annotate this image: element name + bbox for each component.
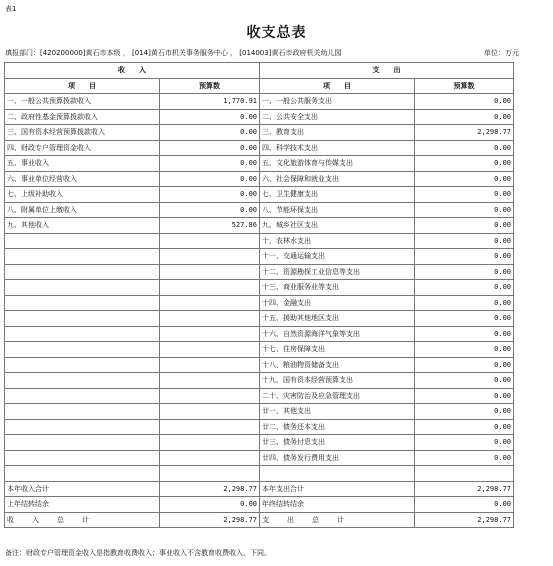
income-value-cell: 0.00	[160, 109, 260, 125]
income-value-cell	[160, 373, 260, 389]
expense-value-cell	[415, 466, 514, 482]
income-value-cell	[160, 466, 260, 482]
expense-item-cell: 二、公共安全支出	[260, 109, 415, 125]
income-item-cell: 二、政府性基金预算拨款收入	[5, 109, 160, 125]
table-row	[5, 466, 514, 482]
expense-item-cell: 十二、资源勘探工业信息等支出	[260, 264, 415, 280]
table-row	[5, 202, 514, 218]
expense-value-cell: 0.00	[415, 249, 514, 265]
expense-value-cell: 0.00	[415, 450, 514, 466]
income-item-cell	[5, 435, 160, 451]
income-value-cell	[160, 357, 260, 373]
expense-value-cell: 0.00	[415, 388, 514, 404]
income-item-cell	[5, 295, 160, 311]
table-row	[5, 125, 514, 141]
expense-item-cell: 十五、援助其他地区支出	[260, 311, 415, 327]
income-item-cell: 收入总计	[5, 512, 160, 528]
filler-unit: 填报部门：[420200000]黄石市本级 ， [014]黄石市机关事务服务中心 ， [014003]黄石市政府机关幼儿园	[5, 49, 342, 57]
income-value-cell	[160, 419, 260, 435]
income-value-cell	[160, 450, 260, 466]
income-value-cell: 0.00	[160, 187, 260, 203]
income-item-header: 项 目	[5, 78, 160, 94]
income-value-cell	[160, 326, 260, 342]
unit-label: 单位：万元	[484, 49, 519, 57]
income-item-cell: 九、其他收入	[5, 218, 160, 234]
expense-item-cell: 九、城乡社区支出	[260, 218, 415, 234]
expense-item-cell: 廿三、债务付息支出	[260, 435, 415, 451]
expense-item-cell: 廿一、其他支出	[260, 404, 415, 420]
table-row	[5, 295, 514, 311]
income-item-cell	[5, 233, 160, 249]
income-value-cell: 0.00	[160, 202, 260, 218]
table-row	[5, 218, 514, 234]
expense-item-cell: 四、科学技术支出	[260, 140, 415, 156]
income-value-cell: 0.00	[160, 497, 260, 513]
table-row	[5, 404, 514, 420]
expense-item-cell: 十、农林水支出	[260, 233, 415, 249]
income-item-cell	[5, 450, 160, 466]
expense-value-cell: 0.00	[415, 94, 514, 110]
table-row	[5, 373, 514, 389]
income-value-cell: 0.00	[160, 140, 260, 156]
expense-value-cell: 0.00	[415, 419, 514, 435]
income-value-cell: 1,770.91	[160, 94, 260, 110]
expense-value-cell: 0.00	[415, 156, 514, 172]
income-value-cell	[160, 388, 260, 404]
income-value-cell: 0.00	[160, 171, 260, 187]
expense-value-cell: 0.00	[415, 326, 514, 342]
table-row	[5, 450, 514, 466]
expense-item-cell: 十一、交通运输支出	[260, 249, 415, 265]
budget-summary-table	[4, 62, 514, 528]
income-item-cell	[5, 280, 160, 296]
income-item-cell: 四、财政专户管理资金收入	[5, 140, 160, 156]
expense-value-cell: 0.00	[415, 295, 514, 311]
income-item-cell	[5, 373, 160, 389]
expense-header: 支 出	[260, 63, 514, 79]
table-row	[5, 109, 514, 125]
income-item-cell: 六、事业单位经营收入	[5, 171, 160, 187]
income-item-cell	[5, 264, 160, 280]
expense-value-cell: 0.00	[415, 373, 514, 389]
expense-value-cell: 0.00	[415, 404, 514, 420]
income-value-cell	[160, 435, 260, 451]
table-row	[5, 249, 514, 265]
income-item-cell	[5, 388, 160, 404]
income-value-cell	[160, 264, 260, 280]
expense-value-cell: 0.00	[415, 342, 514, 358]
expense-item-cell	[260, 466, 415, 482]
expense-item-cell: 十七、住房保障支出	[260, 342, 415, 358]
expense-item-cell: 一、一般公共服务支出	[260, 94, 415, 110]
income-item-cell	[5, 311, 160, 327]
income-item-cell: 八、附属单位上缴收入	[5, 202, 160, 218]
expense-value-cell: 0.00	[415, 109, 514, 125]
expense-value-cell: 0.00	[415, 140, 514, 156]
table-body	[5, 94, 514, 528]
expense-value-cell: 2,298.77	[415, 125, 514, 141]
income-value-cell	[160, 342, 260, 358]
table-row	[5, 233, 514, 249]
income-item-cell	[5, 342, 160, 358]
income-item-cell: 三、国有资本经营预算拨款收入	[5, 125, 160, 141]
table-row	[5, 388, 514, 404]
expense-item-cell: 本年支出合计	[260, 481, 415, 497]
expense-item-cell: 支出总计	[260, 512, 415, 528]
expense-value-cell: 0.00	[415, 357, 514, 373]
income-value-cell: 2,298.77	[160, 481, 260, 497]
expense-budget-header: 预算数	[415, 78, 514, 94]
table-row	[5, 512, 514, 528]
table-row	[5, 326, 514, 342]
page-title: 收支总表	[246, 25, 307, 41]
expense-value-cell: 0.00	[415, 218, 514, 234]
table-row	[5, 497, 514, 513]
income-item-cell	[5, 419, 160, 435]
income-value-cell	[160, 295, 260, 311]
income-item-cell: 五、事业收入	[5, 156, 160, 172]
expense-value-cell: 0.00	[415, 264, 514, 280]
income-value-cell: 0.00	[160, 125, 260, 141]
expense-item-cell: 三、教育支出	[260, 125, 415, 141]
income-item-cell	[5, 326, 160, 342]
expense-item-cell: 廿四、债务发行费用支出	[260, 450, 415, 466]
expense-item-cell: 五、文化旅游体育与传媒支出	[260, 156, 415, 172]
expense-item-cell: 十九、国有资本经营预算支出	[260, 373, 415, 389]
table-row	[5, 156, 514, 172]
income-value-cell: 2,298.77	[160, 512, 260, 528]
table-row	[5, 311, 514, 327]
expense-item-cell: 六、社会保障和就业支出	[260, 171, 415, 187]
table-row	[5, 171, 514, 187]
expense-value-cell: 0.00	[415, 435, 514, 451]
expense-value-cell: 2,298.77	[415, 512, 514, 528]
expense-value-cell: 2,298.77	[415, 481, 514, 497]
sheet-label: 表1	[5, 5, 17, 13]
expense-value-cell: 0.00	[415, 233, 514, 249]
table-row	[5, 140, 514, 156]
expense-value-cell: 0.00	[415, 497, 514, 513]
income-item-cell	[5, 466, 160, 482]
expense-item-cell: 廿二、债务还本支出	[260, 419, 415, 435]
income-value-cell: 527.86	[160, 218, 260, 234]
expense-item-cell: 八、节能环保支出	[260, 202, 415, 218]
table-row	[5, 280, 514, 296]
income-item-cell: 一、一般公共预算拨款收入	[5, 94, 160, 110]
income-value-cell	[160, 404, 260, 420]
income-value-cell	[160, 249, 260, 265]
income-value-cell	[160, 233, 260, 249]
expense-item-cell: 十四、金融支出	[260, 295, 415, 311]
table-row	[5, 419, 514, 435]
expense-value-cell: 0.00	[415, 202, 514, 218]
income-item-cell: 本年收入合计	[5, 481, 160, 497]
table-row	[5, 264, 514, 280]
table-row	[5, 435, 514, 451]
expense-value-cell: 0.00	[415, 311, 514, 327]
expense-item-cell: 十六、自然资源海洋气象等支出	[260, 326, 415, 342]
expense-item-cell: 十八、粮油物资储备支出	[260, 357, 415, 373]
income-value-cell: 0.00	[160, 156, 260, 172]
income-item-cell	[5, 404, 160, 420]
expense-value-cell: 0.00	[415, 280, 514, 296]
table-row	[5, 481, 514, 497]
expense-item-header: 项 目	[260, 78, 415, 94]
income-budget-header: 预算数	[160, 78, 260, 94]
expense-item-cell: 二十、灾害防治及应急管理支出	[260, 388, 415, 404]
income-item-cell: 上年结转结余	[5, 497, 160, 513]
table-row	[5, 342, 514, 358]
income-item-cell: 七、上级补助收入	[5, 187, 160, 203]
income-item-cell	[5, 249, 160, 265]
expense-item-cell: 十三、商业服务业等支出	[260, 280, 415, 296]
expense-item-cell: 七、卫生健康支出	[260, 187, 415, 203]
expense-value-cell: 0.00	[415, 171, 514, 187]
income-value-cell	[160, 311, 260, 327]
expense-value-cell: 0.00	[415, 187, 514, 203]
table-row	[5, 357, 514, 373]
income-item-cell	[5, 357, 160, 373]
income-value-cell	[160, 280, 260, 296]
income-header: 收 入	[5, 63, 260, 79]
expense-item-cell: 年终结转结余	[260, 497, 415, 513]
table-row	[5, 94, 514, 110]
footnote: 备注：财政专户管理资金收入是指教育收费收入；事业收入不含教育收费收入，下同。	[5, 549, 271, 557]
table-row	[5, 187, 514, 203]
